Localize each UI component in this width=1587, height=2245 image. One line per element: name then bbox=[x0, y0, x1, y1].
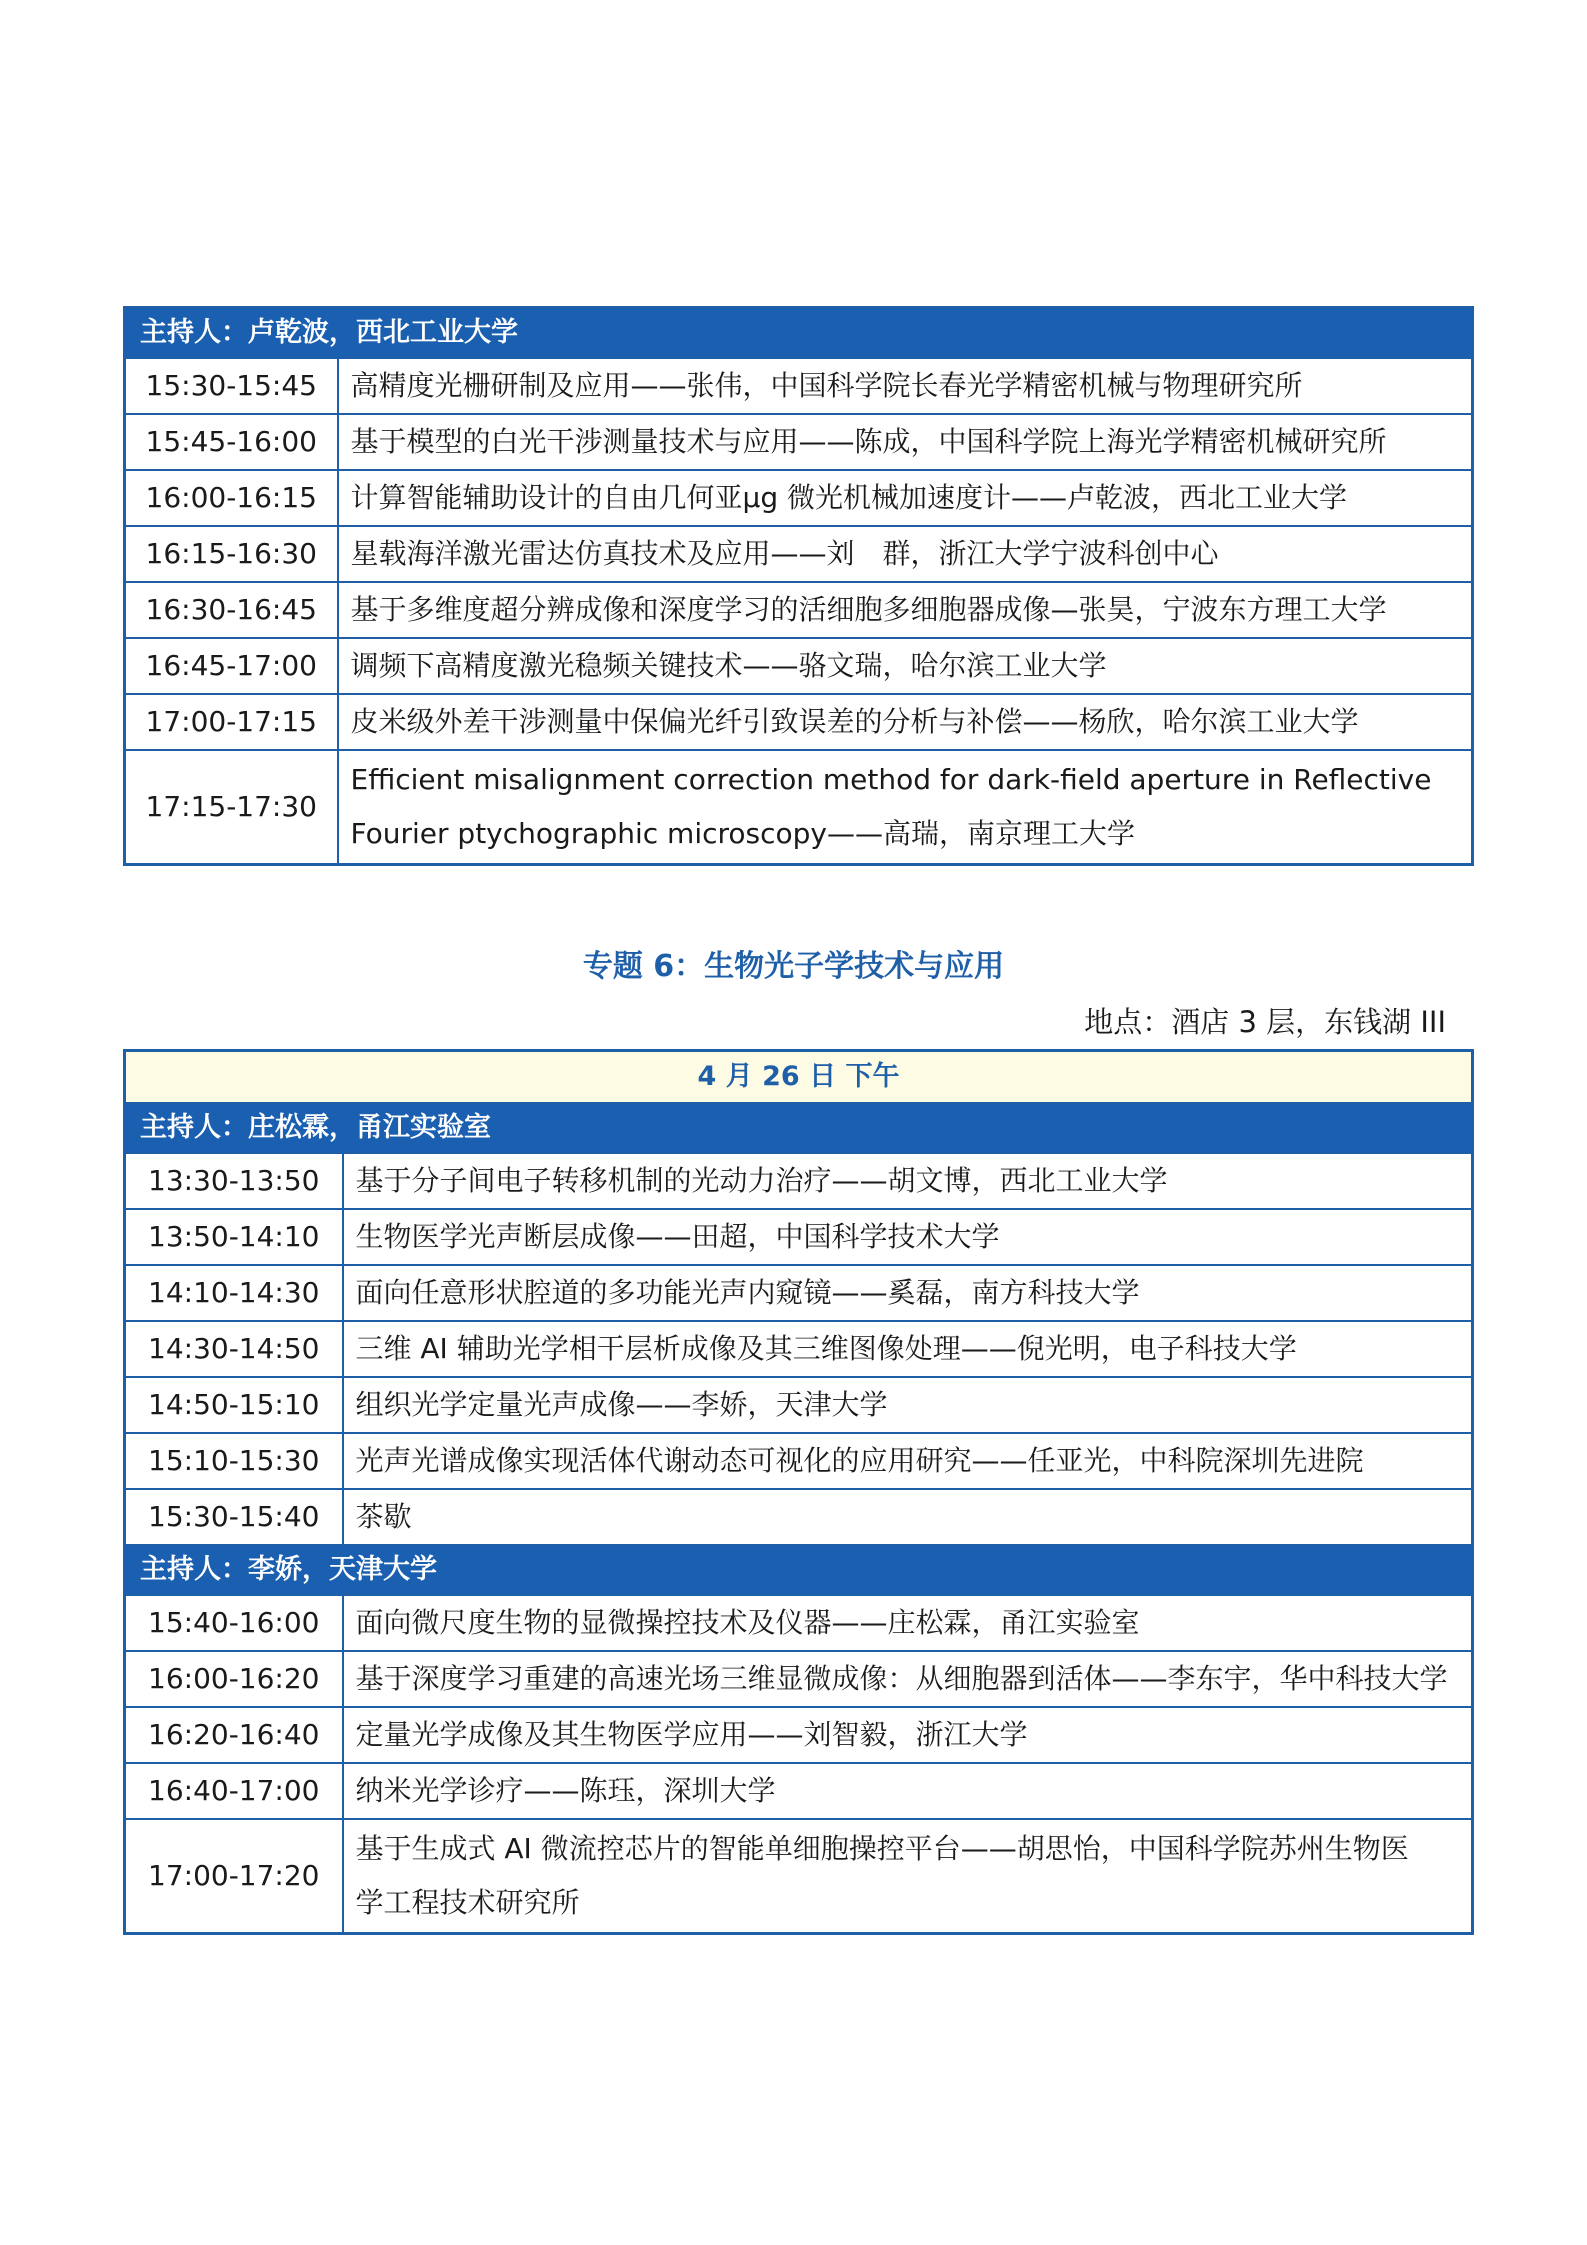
table-row bbox=[125, 414, 1473, 470]
time-cell: 16:00-16:20 bbox=[125, 1651, 343, 1707]
talk-cell: 纳米光学诊疗——陈珏，深圳大学 bbox=[343, 1763, 1473, 1819]
talk-cell: 基于分子间电子转移机制的光动力治疗——胡文博，西北工业大学 bbox=[343, 1153, 1473, 1209]
time-cell: 16:00-16:15 bbox=[125, 470, 338, 526]
table-row bbox=[125, 526, 1473, 582]
talk-cell: 高精度光栅研制及应用——张伟，中国科学院长春光学精密机械与物理研究所 bbox=[338, 358, 1473, 414]
date-label: 4 月 26 日 下午 bbox=[125, 1051, 1473, 1104]
talk-line-1: 基于生成式 AI 微流控芯片的智能单细胞操控平台——胡思怡，中国科学院苏州生物医 bbox=[355, 1832, 1409, 1865]
time-cell: 14:10-14:30 bbox=[125, 1265, 343, 1321]
time-cell: 16:30-16:45 bbox=[125, 582, 338, 638]
table-row bbox=[125, 1265, 1473, 1321]
time-cell: 15:30-15:40 bbox=[125, 1489, 343, 1545]
table-row bbox=[125, 358, 1473, 414]
talk-cell: 星载海洋激光雷达仿真技术及应用——刘 群，浙江大学宁波科创中心 bbox=[338, 526, 1473, 582]
talk-cell: 调频下高精度激光稳频关键技术——骆文瑞，哈尔滨工业大学 bbox=[338, 638, 1473, 694]
schedule-table-1 bbox=[123, 306, 1474, 866]
table-row bbox=[125, 1433, 1473, 1489]
table-row bbox=[125, 1595, 1473, 1651]
talk-cell: 基于多维度超分辨成像和深度学习的活细胞多细胞器成像—张昊，宁波东方理工大学 bbox=[338, 582, 1473, 638]
table-row bbox=[125, 1377, 1473, 1433]
time-cell: 13:30-13:50 bbox=[125, 1153, 343, 1209]
table-row bbox=[125, 1819, 1473, 1934]
time-cell: 16:40-17:00 bbox=[125, 1763, 343, 1819]
talk-cell: 皮米级外差干涉测量中保偏光纤引致误差的分析与补偿——杨欣，哈尔滨工业大学 bbox=[338, 694, 1473, 750]
host-label: 主持人：李娇，天津大学 bbox=[125, 1545, 1473, 1595]
talk-cell: 基于深度学习重建的高速光场三维显微成像：从细胞器到活体——李东宇，华中科技大学 bbox=[343, 1651, 1473, 1707]
table-row bbox=[125, 1489, 1473, 1545]
talk-cell: 基于模型的白光干涉测量技术与应用——陈成，中国科学院上海光学精密机械研究所 bbox=[338, 414, 1473, 470]
host-row bbox=[125, 1103, 1473, 1153]
talk-cell bbox=[343, 1819, 1473, 1934]
talk-cell: 面向任意形状腔道的多功能光声内窥镜——奚磊，南方科技大学 bbox=[343, 1265, 1473, 1321]
talk-cell: 定量光学成像及其生物医学应用——刘智毅，浙江大学 bbox=[343, 1707, 1473, 1763]
talk-line-2: Fourier ptychographic microscopy——高瑞，南京理工大学 bbox=[350, 817, 1135, 850]
table-row bbox=[125, 1209, 1473, 1265]
time-cell: 15:30-15:45 bbox=[125, 358, 338, 414]
talk-cell: 光声光谱成像实现活体代谢动态可视化的应用研究——任亚光，中科院深圳先进院 bbox=[343, 1433, 1473, 1489]
location-label: 地点：酒店 3 层，东钱湖 III bbox=[1084, 1005, 1446, 1039]
talk-cell: 生物医学光声断层成像——田超，中国科学技术大学 bbox=[343, 1209, 1473, 1265]
schedule-table-2 bbox=[123, 1049, 1474, 1935]
table-row bbox=[125, 1707, 1473, 1763]
talk-cell: 组织光学定量光声成像——李娇，天津大学 bbox=[343, 1377, 1473, 1433]
talk-cell: 面向微尺度生物的显微操控技术及仪器——庄松霖，甬江实验室 bbox=[343, 1595, 1473, 1651]
table-row bbox=[125, 750, 1473, 865]
table-row bbox=[125, 1651, 1473, 1707]
table-row bbox=[125, 470, 1473, 526]
table-row bbox=[125, 582, 1473, 638]
talk-cell: 三维 AI 辅助光学相干层析成像及其三维图像处理——倪光明，电子科技大学 bbox=[343, 1321, 1473, 1377]
table-row bbox=[125, 694, 1473, 750]
time-cell: 14:30-14:50 bbox=[125, 1321, 343, 1377]
topic-title: 专题 6：生物光子学技术与应用 bbox=[582, 949, 1005, 984]
time-cell: 15:45-16:00 bbox=[125, 414, 338, 470]
time-cell: 15:10-15:30 bbox=[125, 1433, 343, 1489]
host-row bbox=[125, 1545, 1473, 1595]
time-cell: 15:40-16:00 bbox=[125, 1595, 343, 1651]
time-cell: 13:50-14:10 bbox=[125, 1209, 343, 1265]
talk-line-2: 学工程技术研究所 bbox=[355, 1886, 580, 1919]
time-cell: 14:50-15:10 bbox=[125, 1377, 343, 1433]
table-row bbox=[125, 638, 1473, 694]
date-row bbox=[125, 1051, 1473, 1104]
table-row bbox=[125, 1763, 1473, 1819]
time-cell: 16:45-17:00 bbox=[125, 638, 338, 694]
time-cell: 16:15-16:30 bbox=[125, 526, 338, 582]
talk-cell: 茶歇 bbox=[343, 1489, 1473, 1545]
host-row bbox=[125, 308, 1473, 359]
host-label: 主持人：庄松霖，甬江实验室 bbox=[125, 1103, 1473, 1153]
time-cell: 17:00-17:20 bbox=[125, 1819, 343, 1934]
time-cell: 17:15-17:30 bbox=[125, 750, 338, 865]
host-label: 主持人：卢乾波，西北工业大学 bbox=[125, 308, 1473, 359]
table-row bbox=[125, 1321, 1473, 1377]
talk-line-1: Efficient misalignment correction method for dark-field aperture in Reflective bbox=[350, 763, 1432, 796]
talk-cell bbox=[338, 750, 1473, 865]
talk-cell: 计算智能辅助设计的自由几何亚μg 微光机械加速度计——卢乾波，西北工业大学 bbox=[338, 470, 1473, 526]
time-cell: 16:20-16:40 bbox=[125, 1707, 343, 1763]
table-row bbox=[125, 1153, 1473, 1209]
time-cell: 17:00-17:15 bbox=[125, 694, 338, 750]
